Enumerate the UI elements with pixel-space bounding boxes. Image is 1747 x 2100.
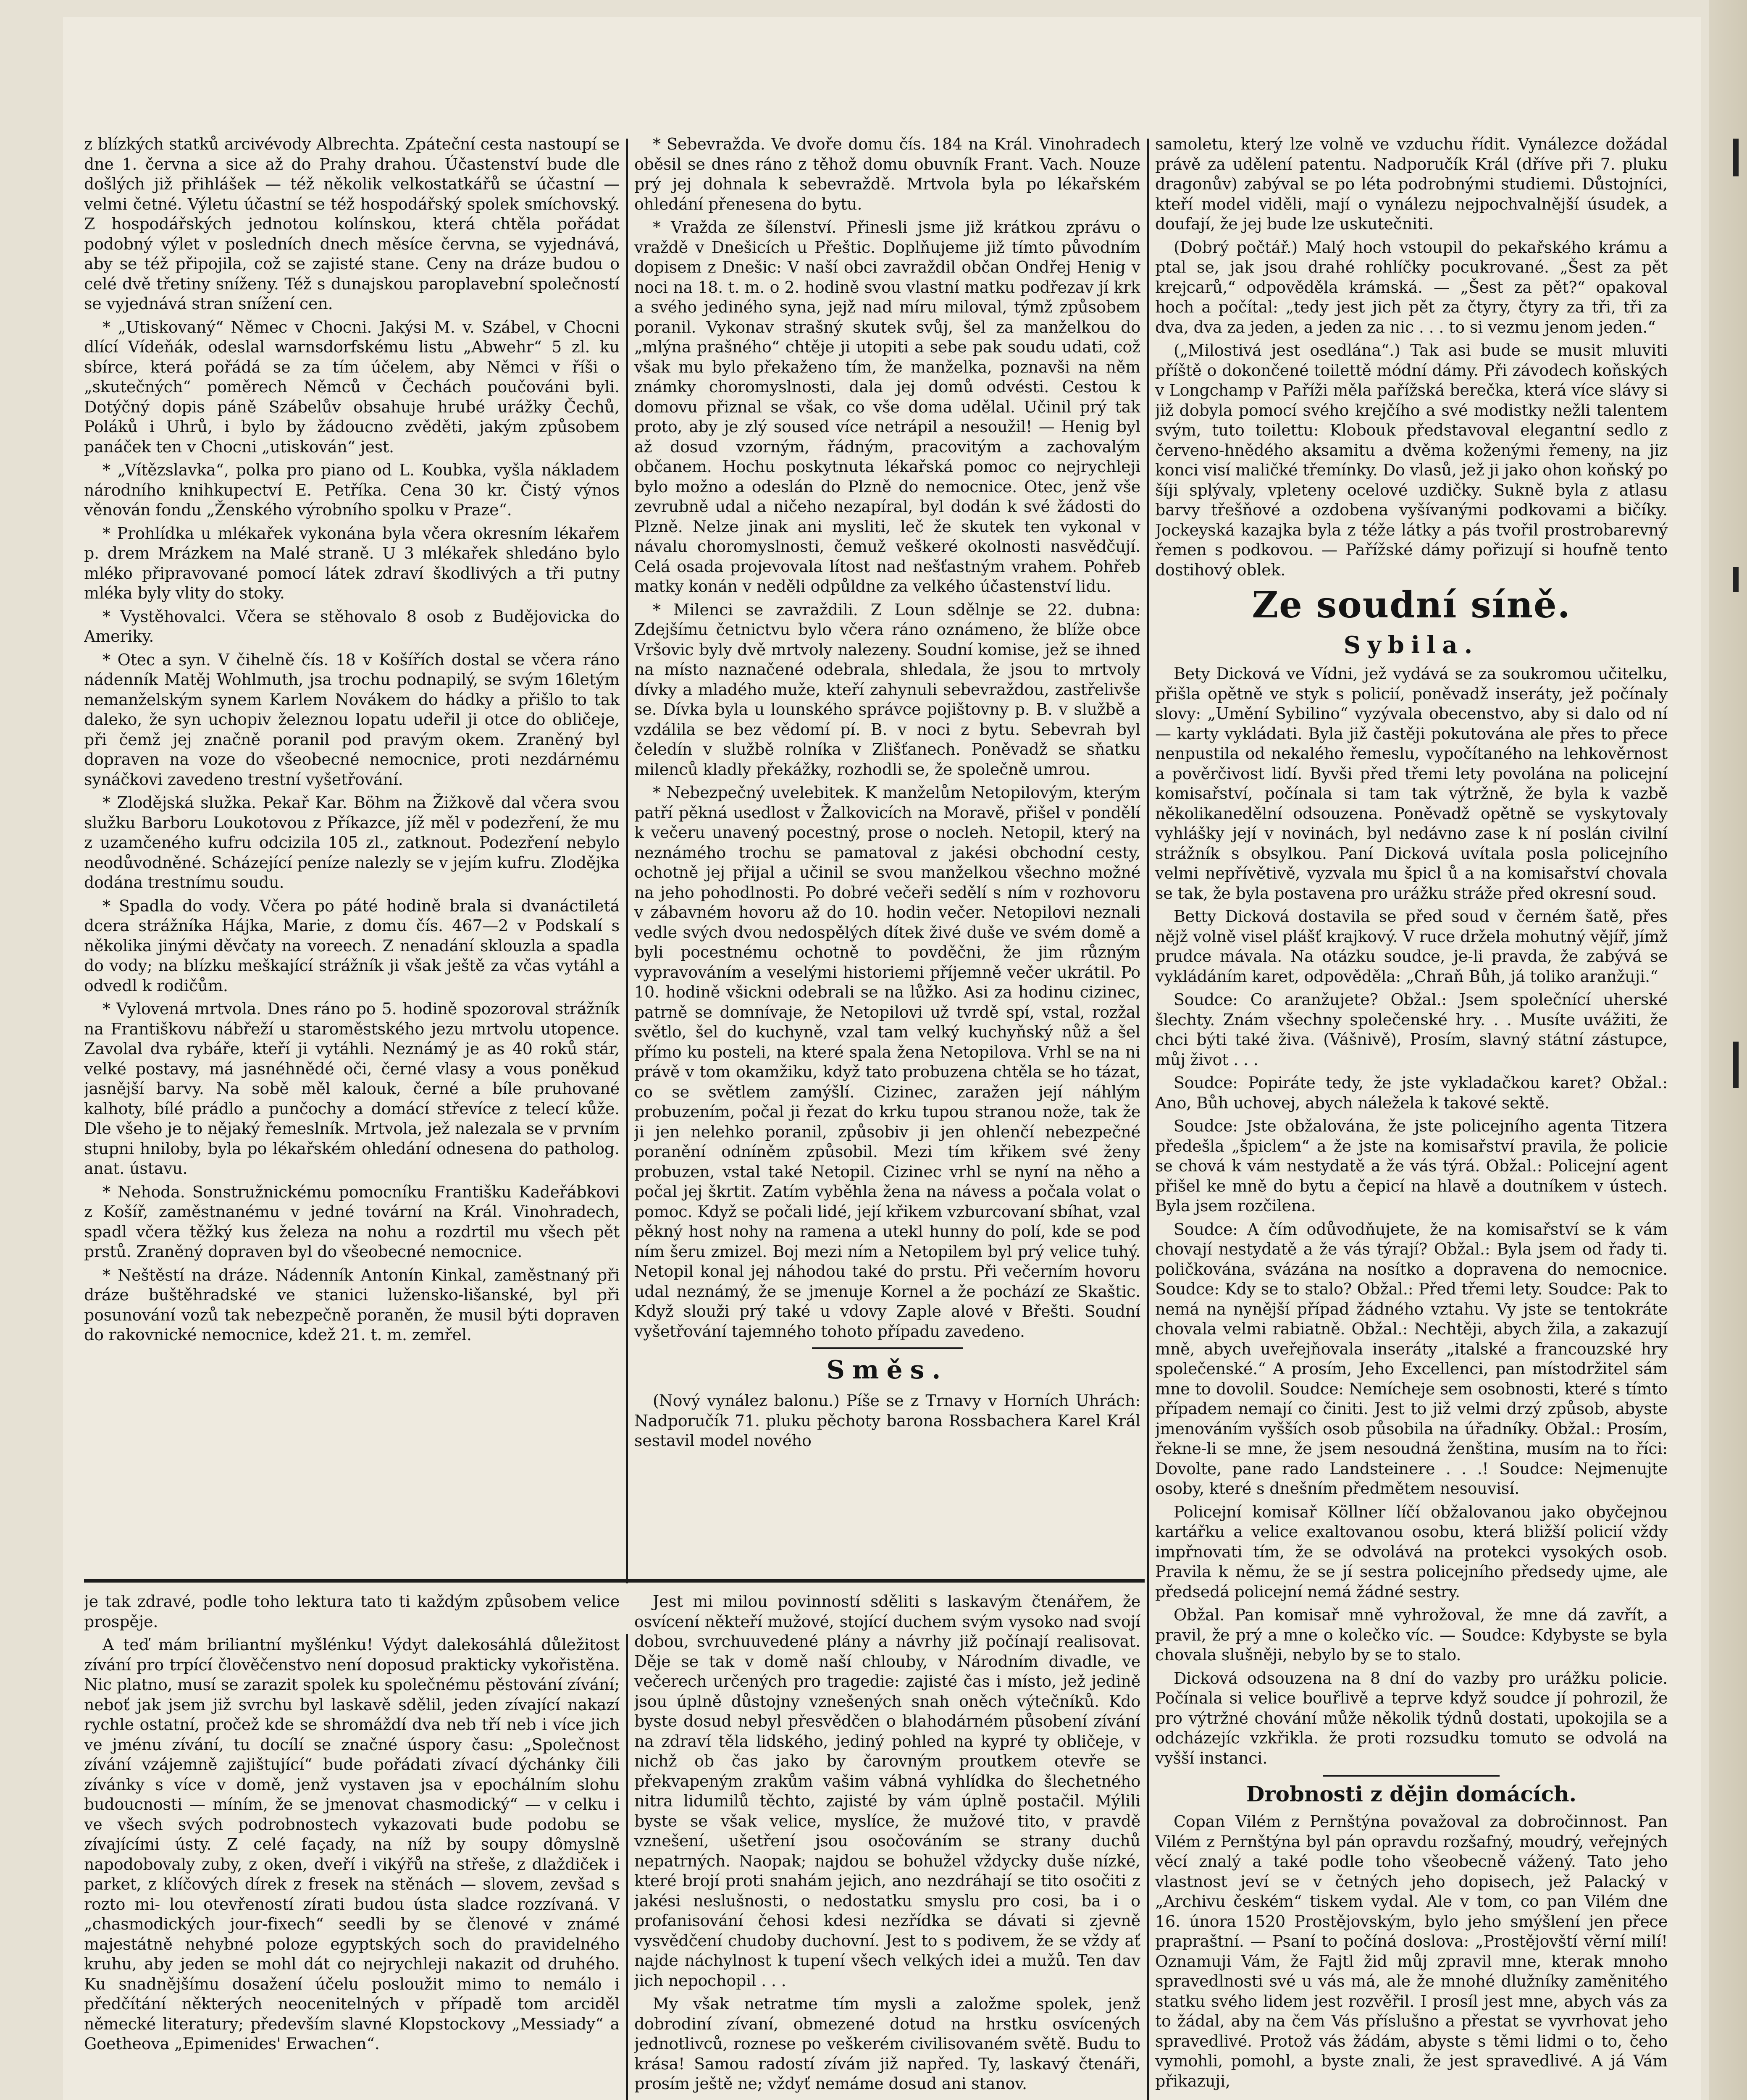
margin-mark <box>1733 567 1739 592</box>
article-paragraph: Soudce: Popiráte tedy, že jste vykladačkou karet? Obžal.: Ano, Bůh uchovej, abych náležela k takové sektě. <box>1155 1074 1668 1112</box>
scan-edge <box>1709 0 1747 2100</box>
article-paragraph: (Dobrý počtář.) Malý hoch vstoupil do pekařského krámu a ptal se, jak jsou drahé rohlíčky pocukrované. „Šest za pět krejcarů,“ odpověděla krámská. — „Šest za pět?“ opakoval hoch a počítal: „tedy jest jich pět za čtyry, čtyry za tři, tři za dva, dva za jeden, a jeden za nic . . . to si vezmu jenom jeden.“ <box>1155 238 1668 336</box>
margin-mark <box>1733 1042 1739 1088</box>
section-divider <box>812 1347 963 1349</box>
article-paragraph: * „Vítězslavka“, polka pro piano od L. Koubka, vyšla nákladem národního knihkupectví E. Petříka. Cena 30 kr. Čistý výnos věnován fondu „Ženského výrobního spolku v Praze“. <box>84 461 620 519</box>
article-paragraph: Policejní komisař Köllner líčí obžalovanou jako obyčejnou kartářku a velice exaltovanou osobu, která bližší policií vždy impřnovati tím, že se odvolává na protekci vysokých osob. Pravila k němu, že se jí sestra policejního předsedy ujme, ale předsedá policejní nemá žádné sestry. <box>1155 1502 1668 1601</box>
article-paragraph: * Spadla do vody. Včera po páté hodině brala si dvanáctiletá dcera strážníka Hájka, Marie, z domu čís. 467—2 v Podskalí s několika jinými děvčaty na voreech. Z nenadání sklouzla a spadla do vody; na blízku meškající strážník ji však ještě za včas vytáhl a odvedl k rodičům. <box>84 896 620 995</box>
article-paragraph: („Milostivá jest osedlána“.) Tak asi bude se musit mluviti příště o dokončené toilettě módní dámy. Při závodech koňských v Longchamp v Paříži měla pařížská berečka, která více slávy si již dobyla pomocí svého krejčího a své modistky nežli talentem svým, tuto toilettu: Klobouk představoval elegantní sedlo z červeno-hnědého aksamitu a dvěma koženými řemeny, na jiz konci visí maličké třemínky. Do vlasů, jež ji jako ohon koňský po šíji splývaly, vpleteny ocelové uzdičky. Sukně byla z atlasu barvy třešňové a ozdobena vyšívanými podkovami a bičíky. Jockeyská kazajka byla z téže látky a pás tvořil prostrobarevný řemen s podkovou. — Pařížské dámy pořizují si houfně tento dostihový oblek. <box>1155 341 1668 579</box>
section-heading: Drobnosti z dějin domácích. <box>1246 1782 1577 1806</box>
article-paragraph: Soudce: Jste obžalována, že jste policejního agenta Titzera předešla „špiclem“ a že jste na komisařství pravila, že policie se chová k vám nestydatě a že vás týrá. Obžal.: Policejní agent přišel ke mně do bytu a čepicí na hlavě a doutníkem v ústech. Byla jsem rozčilena. <box>1155 1117 1668 1215</box>
article-paragraph: * Milenci se zavraždili. Z Loun sdělnje se 22. dubna: Zdejšímu četnictvu bylo včera ráno oznámeno, že blíže obce Vršovic byly dvě mrtvoly nalezeny. Soudní komise, jež se ihned na místo naznačené odebrala, shledala, že jsou to mrtvoly dívky a mladého muže, kteří zahynuli sebevraždou, zastřelivše se. Dívka byla u lounského správce pojištovny p. B. v službě a vzdálila se bez vědomí pí. B. v noci z bytu. Sebevrah byl čeledín v službě rolníka v Zlišťanech. Poněvadž se sňatku milenců kladly překážky, rozhodli se, že společně umrou. <box>634 600 1140 779</box>
column-3 <box>1155 134 1668 2100</box>
article-paragraph: Bety Dicková ve Vídni, jež vydává se za soukromou učitelku, přišla opětně ve styk s policií, poněvadž inseráty, jež počínaly slovy: „Umění Sybilino“ vyzývala obecenstvo, aby si dalo od ní — karty vykládati. Byla již častěji pokutována ale přes to přece nenpustila od nekalého řemeslu, vypočítaného na lehkověrnost a pověrčivost lidí. Byvši před třemi lety povolána na policejní komisařství, počínala si tam tak výtržně, že byla k vazbě několikanedělní odsouzena. Poněvadž opětně se vyskytovaly vyhlášky její v novinách, byl nedávno zase k ní poslán civilní strážník s obsylkou. Paní Dicková uvítala posla policejního velmi nepřívětivě, vyzvala mu špicl ů a na komisařství chovala se tak, že byla postavena pro urážku stráže před okresní soud. <box>1155 664 1668 903</box>
article-paragraph: A teď mám briliantní myšlénku! Výdyt dalekosáhlá důležitost zívání pro trpící člověčenstvo není doposud prakticky vykořistěna. Nic platno, musí se zarazit spolek ku společnému pěstování zívání; neboť jak jsem již svrchu byl laskavě sdělil, jeden zívající nakazí rychle ostatní, pročež kde se shromáždí dva neb tří neb i více jich ve jménu zívání, tu docílí se značné úspory času: „Společnost zívání vzájemně zajištující“ bude pořádati zívací dýchánky čili zívánky s více v domě, jenž vystaven jsa v epochálním slohu budoucnosti — míním, že se jmenovat chasmodický“ — v celku i ve všech svých podrobnostech vykazovati bude podobu se zívajícími ústy. Z celé façady, na níž by soupy dômyslně napodobovaly zuby, z oken, dveří i vikýřů na střeše, z dlaždiček i parket, z klíčových dírek z fresek na stěnách — slovem, zevšad s rozto mi- lou otevřeností zírati budou ústa sladce rozzívaná. V „chasmodických jour-fixech“ seedli by se členové v známé majestátně nehybné poloze egyptských soch do pravidelného kruhu, aby jeden se mohl dát co nejrychleji nakazit od druhého. Ku snadnějšímu dosažení účelu posloužit mimo to nemálo i předčítání některých neocenitelných v případě tom arciděl německé literatury; především slavné Klopstockovy „Messiady“ a Goetheova „Epimenides' Erwachen“. <box>84 1635 620 2053</box>
article-paragraph: Copan Vilém z Pernštýna považoval za dobročinnost. Pan Vilém z Pernštýna byl pán opravdu rozšafný, moudrý, veřejných věcí znalý a také podle toho všeobecně vážený. Tato jeho vlastnost jeví se v četných jeho dopisech, jež Palacký v „Archivu českém“ tiskem vydal. Ale v tom, co pan Vilém dne 16. února 1520 Prostějovským, bylo jeho smýšlení jen přece prapraštní. — Psaní to počíná doslova: „Prostějovští věrní milí! Oznamuji Vám, že Fajtl žid můj zpravil mne, kterak mnoho spravedlnosti své u vás má, ale že mnohé dlužníky zaměnitého statku svého lidem jest rozvěřil. I prosíl jest mne, abych vás za to žádal, aby na čem Vás příslušno a přestat se vyvrhovat jeho spravedlivé. Protož vás žádám, abyste s těmi lidmi o to, čeho vymohli, pomohl, a byste znali, že jest spravedlivé. A já Vám přikazuji, <box>1155 1812 1668 2090</box>
article-paragraph: * Prohlídka u mlékařek vykonána byla včera okresním lékařem p. drem Mrázkem na Malé straně. U 3 mlékařek shledáno bylo mléko připravované pomocí látek zdraví škodlivých a tři putny mléka byly vlity do stoky. <box>84 524 620 602</box>
article-paragraph: je tak zdravé, podle toho lektura tato ti každým způsobem velice prospěje. <box>84 1592 620 1631</box>
section-divider <box>84 1579 1145 1583</box>
column-2 <box>634 134 1140 1571</box>
article-paragraph: * Zlodějská služka. Pekař Kar. Böhm na Žižkově dal včera svou služku Barboru Loukotovou z Příkazce, jíž měl v podezření, že mu z uzamčeného kufru odcizila 105 zl., zatknout. Podezření nebylo neodůvodněné. Scházející peníze nalezly se v jejím kufru. Zlodějka dodána trestnímu soudu. <box>84 793 620 892</box>
article-paragraph: Betty Dicková dostavila se před soud v černém šatě, přes nějž volně visel plášť krajkový. V ruce držela mohutný vějíř, jímž prudce mávala. Na otázku soudce, je-li pravda, že zabývá se vykládáním karet, odpověděla: „Chraň Bůh, já toliko aranžuji.“ <box>1155 907 1668 986</box>
margin-mark <box>1733 139 1739 176</box>
feuilleton-column-2 <box>634 1592 1140 2100</box>
article-paragraph: (Nový vynález balonu.) Píše se z Trnavy v Horních Uhrách: Nadporučík 71. pluku pěchoty barona Rossbachera Karel Král sestavil model nového <box>634 1391 1140 1450</box>
column-rule <box>626 139 628 1583</box>
column-rule <box>626 1634 628 2100</box>
column-1 <box>84 134 620 1571</box>
feuilleton-column-1 <box>84 1592 620 2100</box>
article-paragraph: z blízkých statků arcivévody Albrechta. Zpáteční cesta nastoupí se dne 1. června a sice až do Prahy drahou. Účastenství bude dle došlých již přihlášek — též několik velkostatkářů se účastní — velmi četné. Výletu účastní se též hospodářský spolek smíchovský. Z hospodářských jednotou kolínskou, která chtěla pořádat podobný výlet v posledních dnech měsíce června, se vyjednává, aby se též připojila, což se zajisté stane. Ceny na dráze budou o celé dvě třetiny sníženy. Též s dunajskou paroplavební společností se vyjednává stran snížení cen. <box>84 135 620 313</box>
article-paragraph: * Vylovená mrtvola. Dnes ráno po 5. hodině spozoroval strážník na Františkovu nábřeží u staroměstského jezu mrtvolu utopence. Zavolal dva rybáře, kteří ji vytáhli. Neznámý je as 40 roků stár, velké postavy, má jasnéhnědé oči, černé vlasy a vous poněkud jasnější barvy. Na sobě měl kalouk, černé a bíle pruhované kalhoty, bílé prádlo a punčochy a domácí střevíce z telecí kůže. Dle všeho je to nějaký řemeslník. Mrtvola, jež nalezala se v prvním stupni hniloby, byla po lékařském ohledání odnesena do patholog. anat. ústavu. <box>84 1000 620 1178</box>
article-paragraph: * Sebevražda. Ve dvoře domu čís. 184 na Král. Vinohradech oběsil se dnes ráno z těhož domu obuvník Frant. Vach. Nouze prý jej dohnala k sebevraždě. Mrtvola byla po lékařském ohledání přenesena do bytu. <box>634 135 1140 213</box>
article-paragraph: * Nehoda. Sonstružnickému pomocníku Františku Kadeřábkovi z Košíř, zaměstnanému v jedné tovární na Král. Vinohradech, spadl včera těžký kus železa na nohu a rozdrtil mu všech pět prstů. Zraněný dopraven byl do všeobecné nemocnice. <box>84 1182 620 1261</box>
article-paragraph: * Neštěstí na dráze. Nádenník Antonín Kinkal, zaměstnaný při dráze buštěhradské ve stanici lužensko-lišanské, byl při posunování vozů tak nebezpečně poraněn, že musil býti dopraven do rakovnické nemocnice, kdež 21. t. m. zemřel. <box>84 1265 620 1344</box>
article-paragraph: Soudce: Co aranžujete? Obžal.: Jsem společnící uherské šlechty. Znám všechny společenské hry. . . Musíte uvážiti, že chci býti také živa. (Vášnivě), Prosím, slavný státní zástupce, můj život . . . <box>1155 990 1668 1069</box>
section-subheading: Sybila. <box>1343 631 1479 659</box>
article-paragraph: Jest mi milou povinností sděliti s laskavým čtenářem, že osvícení někteří mužové, stojící duchem svým vysoko nad svojí dobou, svrchuuvedené plány a návrhy již počínají realisovat. Děje se tak v domě naší chlouby, v Národním divadle, ve večerech určených pro tragedie: zajisté čas i místo, jež jedině jsou úplně důstojny vznešených snah oněch výtečníků. Kdo byste dosud nebyl přesvědčen o blahodárném působení zívání na zdraví těla lidského, jediný pohled na kypré ty obličeje, v nichž ob čas jako by čarovným proutkem otevře se překvapeným zrakům vašim vábná vyhlídka do šlechetného nitra lidumilů těchto, zajisté by vám úplně postačil. Mýlili byste se však velice, myslíce, že mužové tito, v pravdě vznešení, ušetření jsou osočováním se strany duchů nepatrných. Naopak; najdou se bohužel vždycky duše nízké, které brojí proti snahám jejich, ano nezdráhají se tito osočiti z jakési neslušnosti, o nedostatku smyslu pro cosi, ba i o profanisování čehosi kdesi nezřídka se dávati si zjevně vysvědčení chudoby duchovní. Jest to s podivem, že se vždy ať najde náchylnost k tupení všech velkých idei a mužů. Ten dav jich nepochopil . . . <box>634 1592 1140 1990</box>
article-paragraph: * „Utiskovaný“ Němec v Chocni. Jakýsi M. v. Szábel, v Chocni dlící Vídeňák, odeslal warnsdorfskému listu „Abwehr“ 5 zl. ku sbírce, která pořádá se za tím účelem, aby Němci v říši o „skutečných“ poměrech Němců v Čechách poučováni byli. Dotýčný dopis páně Szábelův obsahuje hrubé urážky Čechů, Poláků i Uhrů, i bylo by žádoucno zvěděti, jakým způsobem panáček ten v Chocni „utiskován“ jest. <box>84 318 620 456</box>
article-paragraph: Obžal. Pan komisař mně vyhrožoval, že mne dá zavřít, a pravil, že prý a mne o kolečko víc. — Soudce: Kdybyste se byla chovala slušněji, nebylo by se to stalo. <box>1155 1606 1668 1664</box>
column-rule <box>1147 139 1149 2100</box>
article-paragraph: samoletu, který lze volně ve vzduchu řídit. Vynálezce dožádal právě za udělení patentu. Nadporučík Král (dříve při 7. pluku dragonův) zabýval se po léta podrobnými studiemi. Důstojníci, kteří model viděli, mají o vynálezu nejpochvalnější úsudek, a doufají, že jej bude lze uskutečniti. <box>1155 135 1668 233</box>
article-paragraph: Soudce: A čím odůvodňujete, že na komisařství se k vám chovají nestydatě a že vás týrají? Obžal.: Byla jsem od řady ti. poličkována, svázána na nosítko a dopravena do nemocnice. Soudce: Kdy se to stalo? Obžal.: Před třemi lety. Soudce: Pak to nemá na nynější případ žádného vztahu. Vy jste se tentokráte chovala velmi rabiatně. Obžal.: Nechtěji, abych žila, a zakazují mně, abych uveřejňovala inseráty „italské a francouzské hry společenské.“ A prosím, Jeho Excellenci, pan místodržitel sám mne to dovolil. Soudce: Nemícheje sem osobnosti, které s tímto případem nemají co činiti. Jest to již velmi drzý způsob, abyste jmenováním vyšších osob působila na úřadníky. Obžal.: Prosím, řekne-li se mne, že jsem nesoudná ženština, musím na to říci: Dovolte, pane rado Landsteinere . . .! Soudce: Nejmenujte osoby, které s dnešním předmětem nesouvisí. <box>1155 1220 1668 1498</box>
article-paragraph: * Otec a syn. V čihelně čís. 18 v Košířích dostal se včera ráno nádenník Matěj Wohlmuth, jsa trochu podnapilý, se svým 16letým nemanželským synem Karlem Novákem do hádky a přišlo to tak daleko, že syn uchopiv železnou lopatu udeřil ji otce do obličeje, při čemž jej značně poranil pod pravým okem. Zraněný byl dopraven na voze do všeobecné nemocnice, proti nezdárnému synáčkovi zavedeno trestní vyšetřování. <box>84 650 620 789</box>
article-paragraph: * Nebezpečný uvelebitek. K manželům Netopilovým, kterým patří pěkná usedlost v Žalkovicích na Moravě, přišel v pondělí k večeru unavený pocestný, prose o nocleh. Netopil, který na neznámého trochu se pamatoval z jakési obchodní cesty, ochotně jej přijal a učinil se svou manželkou všechno možné na jeho pohodlnosti. Po dobré večeři sedělí s ním v rozhovoru v zábavném hovoru až do 10. hodin večer. Netopilovi neznali vedle svých dvou nedospělých dítek živé duše ve svém domě a byli pocestnému ochotně to povděčni, že jim různým vypravováním a veselými historiemi příjemně večer ukrátil. Po 10. hodině všickni odebrali se na lůžko. Asi za hodinu cizinec, patrně se domnívaje, že Netopilovi už tvrdě spí, vstal, rozžal světlo, šel do kuchyně, vzal tam velký kuchyňský nůž a šel přímo ku posteli, na které spala žena Netopilova. Vrhl se na ni právě v tom okamžiku, když tato probuzena chtěla se ho tázat, co se světlem zamýšlí. Cizinec, zaražen její náhlým probuzením, počal ji řezat do krku tupou stranou nože, tak že ji jen nelehko poranil, způsobiv ji jen ohlenčí nebezpečné poranění odníněm způsobil. Mezi tím křikem své ženy probuzen, vstal také Netopil. Cizinec vrhl se nyní na něho a počal jej škrtit. Zatím vyběhla žena na návess a počala volat o pomoc. Když se počali lidé, její křikem vzburcovaní sbíhat, vzal pěkný host nohy na ramena a utekl hunny do polí, kde se pod ním šeru zmizel. Boj mezi ním a Netopilem byl prý velice tuhý. Netopil konal jej náhodou také do prstu. Při večerním hovoru udal neznámý, že se jmenuje Kornel a že pochází ze Skaštic. Když slouži prý také u vdovy Zaple alové v Břešti. Soudní vyšetřování tajemného tohoto případu zavedeno. <box>634 783 1140 1341</box>
article-paragraph: * Vystěhovalci. Včera se stěhovalo 8 osob z Budějovicka do Ameriky. <box>84 607 620 646</box>
article-paragraph: * Vražda ze šílenství. Přinesli jsme již krátkou zprávu o vraždě v Dnešicích u Přeštic. Doplňujeme již tímto původním dopisem z Dnešic: V naší obci zavraždil občan Ondřej Henig v noci na 18. t. m. o 2. hodině svou vlastní matku podřezav jí krk a svého jediného syna, jejž nad míru miloval, týmž způsobem poranil. Vykonav strašný skutek svůj, šel za manželkou do „mlýna prašného“ chtěje ji utopiti a sebe pak soudu udati, což však mu bylo překaženo tím, že manželka, poznavši na něm známky choromyslnosti, dala jej domů odvésti. Cestou k domovu přiznal se však, co vše doma udělal. Učinil prý tak proto, aby je zlý soused více netrápil a nesoužil! — Henig byl až dosud vzorným, řádným, pracovitým a zachovalým občanem. Hochu poskytnuta lékařská pomoc co nejrychleji bylo možno a odeslán do Plzně do nemocnice. Otec, jenž vše zevrubně udal a ničeho nezapíral, byl dodán k své žádosti do Plzně. Nelze jinak ani mysliti, leč že skutek ten vykonal v návalu choromyslnosti, čemuž veškeré okolnosti nasvědčují. Celá osada projevovala lítost nad nešťastným vrahem. Pohřeb matky konán v neděli odpůldne za velkého účastenství lidu. <box>634 218 1140 596</box>
article-paragraph: Dicková odsouzena na 8 dní do vazby pro urážku policie. Počínala si velice bouřlivě a teprve když soudce jí pohrozil, že pro výtržné chování může několik týdnů dostati, upokojila se a odcházejíc vzkřikla. že proti rozsudku tomuto se odvolá na vyšší instanci. <box>1155 1669 1668 1767</box>
section-heading: Ze soudní síně. <box>1252 584 1571 626</box>
article-paragraph: My však netratme tím mysli a založme spolek, jenž dobrodiní zívaní, obmezené dotud na hrstku osvícených jednotlivců, roznese po veškerém civilisovaném světě. Budu to krása! Samou radostí zívám již napřed. Ty, laskavý čtenáři, prosím ještě ne; vždyť nemáme dosud ani stanov. <box>634 1995 1140 2093</box>
section-divider <box>1323 1775 1500 1777</box>
section-heading: Směs. <box>826 1355 948 1385</box>
